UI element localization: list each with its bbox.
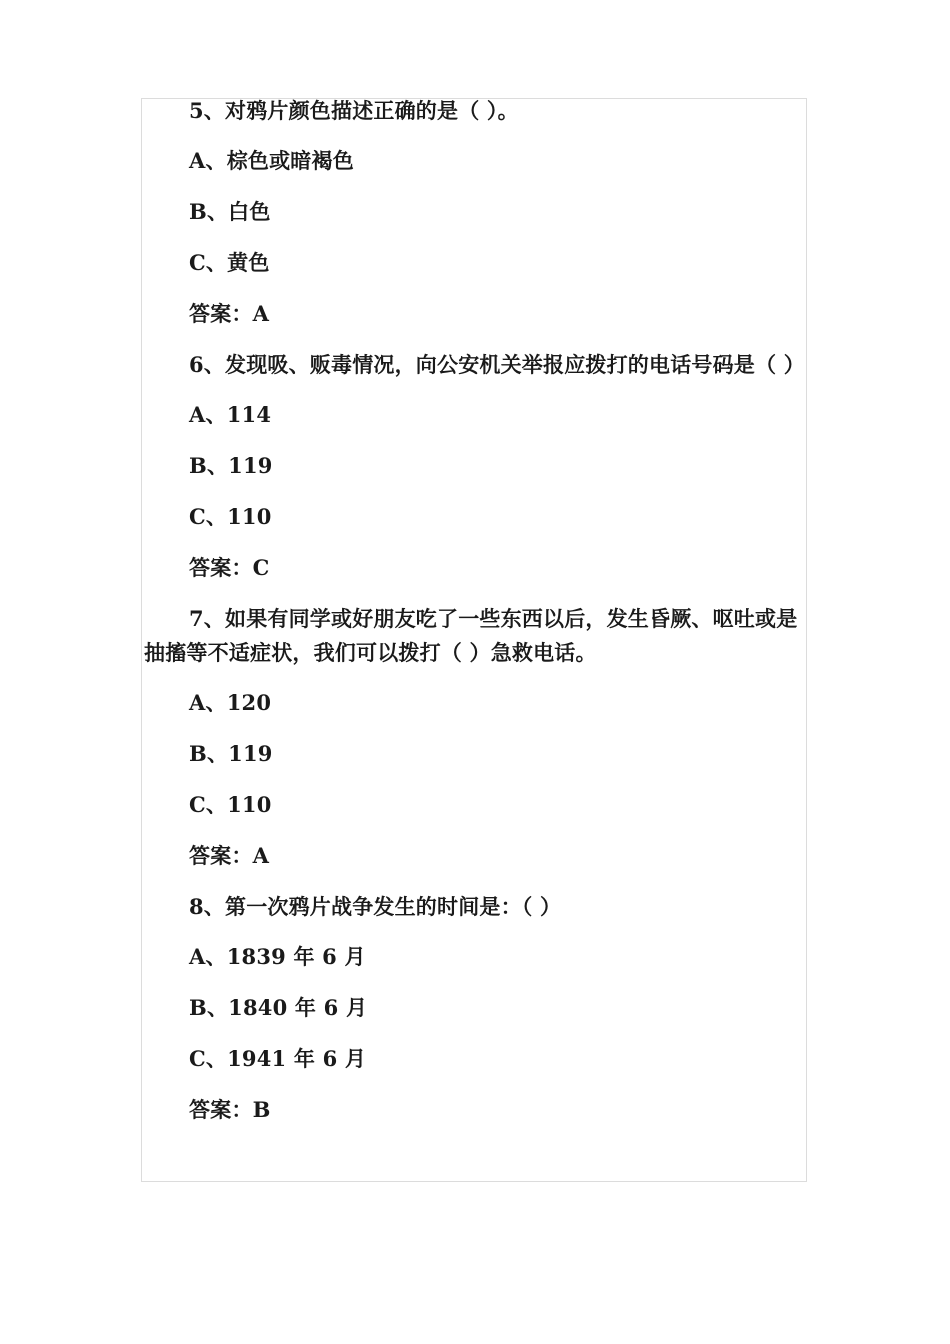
question-5 [144,94,808,331]
question-stem: 8、第一次鸦片战争发生的时间是：（ ） [189,894,562,919]
option-c: C、110 [189,792,272,817]
question-7 [144,602,808,873]
answer: 答案：A [189,301,270,326]
option-b: B、119 [189,453,273,478]
option-a: A、114 [189,402,272,427]
answer: 答案：C [189,555,270,580]
question-6 [144,348,808,585]
option-b: B、1840 年 6 月 [189,995,368,1020]
answer: 答案：A [189,843,270,868]
option-c: C、110 [189,504,272,529]
option-a: A、1839 年 6 月 [189,944,366,969]
question-8 [144,890,808,1127]
answer: 答案：B [189,1097,271,1122]
question-stem: 7、如果有同学或好朋友吃了一些东西以后，发生昏厥、呕吐或是抽搐等不适症状，我们可以拨打（ ）急救电话。 [144,606,798,665]
document-content [144,94,808,1144]
option-a: A、棕色或暗褐色 [189,148,354,173]
option-b: B、白色 [189,199,271,224]
option-a: A、120 [189,690,272,715]
question-stem: 5、对鸦片颜色描述正确的是（ ）。 [189,98,519,123]
option-c: C、黄色 [189,250,270,275]
option-b: B、119 [189,741,273,766]
option-c: C、1941 年 6 月 [189,1046,367,1071]
question-stem: 6、发现吸、贩毒情况，向公安机关举报应拨打的电话号码是（ ） [189,352,805,377]
